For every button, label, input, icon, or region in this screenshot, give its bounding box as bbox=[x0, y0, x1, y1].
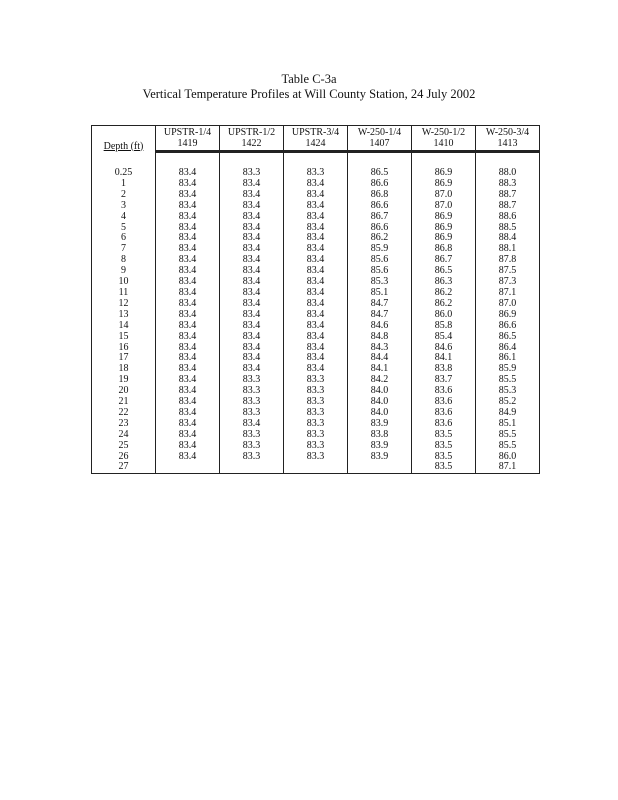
depth-cell: 22 bbox=[92, 408, 156, 419]
table-row bbox=[92, 452, 540, 463]
temperature-cell: 86.9 bbox=[412, 179, 476, 190]
header-row-ids bbox=[92, 138, 540, 152]
temperature-cell: 86.6 bbox=[348, 179, 412, 190]
temperature-cell: 83.6 bbox=[412, 397, 476, 408]
temperature-cell: 83.8 bbox=[412, 364, 476, 375]
depth-cell: 3 bbox=[92, 201, 156, 212]
temperature-cell: 83.4 bbox=[220, 266, 284, 277]
temperature-cell: 83.4 bbox=[156, 386, 220, 397]
temperature-cell: 83.4 bbox=[156, 452, 220, 463]
table-row bbox=[92, 212, 540, 223]
depth-cell: 27 bbox=[92, 462, 156, 473]
temperature-cell: 84.9 bbox=[476, 408, 540, 419]
temperature-cell: 84.1 bbox=[348, 364, 412, 375]
depth-cell: 6 bbox=[92, 233, 156, 244]
temperature-cell: 85.9 bbox=[348, 244, 412, 255]
temperature-table bbox=[91, 125, 540, 474]
temperature-cell: 86.3 bbox=[412, 277, 476, 288]
temperature-cell: 86.9 bbox=[412, 168, 476, 179]
temperature-cell: 83.4 bbox=[220, 255, 284, 266]
temperature-cell: 84.3 bbox=[348, 343, 412, 354]
temperature-cell: 87.3 bbox=[476, 277, 540, 288]
temperature-cell: 85.9 bbox=[476, 364, 540, 375]
temperature-cell: 86.0 bbox=[412, 310, 476, 321]
temperature-cell: 86.8 bbox=[348, 190, 412, 201]
temperature-cell: 87.5 bbox=[476, 266, 540, 277]
table-caption: Table C-3a bbox=[281, 72, 337, 86]
temperature-cell: 84.6 bbox=[348, 321, 412, 332]
temperature-cell: 83.3 bbox=[220, 441, 284, 452]
depth-cell: 2 bbox=[92, 190, 156, 201]
temperature-cell: 83.6 bbox=[412, 386, 476, 397]
temperature-cell: 83.4 bbox=[220, 244, 284, 255]
temperature-cell: 83.4 bbox=[220, 310, 284, 321]
temperature-cell: 85.8 bbox=[412, 321, 476, 332]
temperature-cell: 83.4 bbox=[220, 321, 284, 332]
depth-cell: 26 bbox=[92, 452, 156, 463]
temperature-cell: 83.4 bbox=[220, 353, 284, 364]
depth-cell: 4 bbox=[92, 212, 156, 223]
temperature-cell: 88.3 bbox=[476, 179, 540, 190]
temperature-cell: 83.5 bbox=[412, 430, 476, 441]
temperature-cell bbox=[156, 462, 220, 473]
temperature-cell: 83.3 bbox=[284, 386, 348, 397]
temperature-cell: 83.3 bbox=[220, 375, 284, 386]
temperature-cell: 83.4 bbox=[220, 190, 284, 201]
temperature-cell: 83.4 bbox=[284, 288, 348, 299]
temperature-cell: 86.5 bbox=[412, 266, 476, 277]
column-header-id: 1407 bbox=[348, 138, 412, 152]
temperature-cell: 83.4 bbox=[284, 223, 348, 234]
temperature-cell: 87.8 bbox=[476, 255, 540, 266]
temperature-cell: 86.6 bbox=[476, 321, 540, 332]
temperature-cell: 83.4 bbox=[220, 299, 284, 310]
depth-cell: 24 bbox=[92, 430, 156, 441]
temperature-cell: 83.5 bbox=[412, 462, 476, 473]
temperature-cell: 83.3 bbox=[284, 430, 348, 441]
temperature-cell: 86.9 bbox=[476, 310, 540, 321]
temperature-cell: 83.4 bbox=[156, 397, 220, 408]
temperature-cell: 83.4 bbox=[220, 223, 284, 234]
temperature-cell: 83.4 bbox=[284, 332, 348, 343]
temperature-cell: 83.4 bbox=[156, 364, 220, 375]
column-header-id: 1410 bbox=[412, 138, 476, 152]
temperature-cell: 83.4 bbox=[220, 179, 284, 190]
temperature-cell: 85.6 bbox=[348, 255, 412, 266]
temperature-cell: 83.4 bbox=[284, 353, 348, 364]
depth-cell: 1 bbox=[92, 179, 156, 190]
column-header-name: UPSTR-1/2 bbox=[220, 126, 284, 139]
temperature-cell: 83.4 bbox=[156, 244, 220, 255]
temperature-cell: 83.4 bbox=[284, 364, 348, 375]
temperature-cell: 86.6 bbox=[348, 201, 412, 212]
column-header-name: UPSTR-3/4 bbox=[284, 126, 348, 139]
temperature-cell: 86.0 bbox=[476, 452, 540, 463]
depth-cell: 14 bbox=[92, 321, 156, 332]
depth-cell: 12 bbox=[92, 299, 156, 310]
temperature-cell: 83.4 bbox=[220, 212, 284, 223]
temperature-cell: 83.4 bbox=[284, 201, 348, 212]
column-header-name: UPSTR-1/4 bbox=[156, 126, 220, 139]
temperature-cell: 83.3 bbox=[220, 430, 284, 441]
temperature-cell: 85.3 bbox=[476, 386, 540, 397]
temperature-cell: 88.4 bbox=[476, 233, 540, 244]
temperature-cell: 83.4 bbox=[156, 299, 220, 310]
depth-cell: 8 bbox=[92, 255, 156, 266]
temperature-cell: 83.4 bbox=[220, 419, 284, 430]
temperature-cell: 85.4 bbox=[412, 332, 476, 343]
depth-cell: 23 bbox=[92, 419, 156, 430]
temperature-cell: 88.7 bbox=[476, 190, 540, 201]
depth-cell: 13 bbox=[92, 310, 156, 321]
temperature-cell: 83.4 bbox=[220, 332, 284, 343]
temperature-cell: 84.0 bbox=[348, 397, 412, 408]
temperature-cell: 83.4 bbox=[156, 168, 220, 179]
temperature-cell: 86.7 bbox=[412, 255, 476, 266]
depth-cell: 5 bbox=[92, 223, 156, 234]
temperature-cell: 83.4 bbox=[284, 212, 348, 223]
temperature-cell: 83.4 bbox=[156, 430, 220, 441]
temperature-cell: 83.4 bbox=[220, 233, 284, 244]
temperature-cell: 83.4 bbox=[284, 299, 348, 310]
temperature-cell: 83.3 bbox=[284, 375, 348, 386]
temperature-cell: 83.4 bbox=[156, 190, 220, 201]
temperature-cell: 84.7 bbox=[348, 299, 412, 310]
temperature-cell: 85.1 bbox=[348, 288, 412, 299]
table-row bbox=[92, 201, 540, 212]
column-header-name: W-250-3/4 bbox=[476, 126, 540, 139]
temperature-cell: 85.6 bbox=[348, 266, 412, 277]
temperature-cell: 86.2 bbox=[412, 288, 476, 299]
depth-cell: 25 bbox=[92, 441, 156, 452]
temperature-cell: 83.4 bbox=[220, 277, 284, 288]
temperature-cell: 83.6 bbox=[412, 408, 476, 419]
temperature-cell bbox=[348, 462, 412, 473]
temperature-cell: 83.4 bbox=[156, 310, 220, 321]
temperature-cell: 84.8 bbox=[348, 332, 412, 343]
temperature-cell: 88.6 bbox=[476, 212, 540, 223]
temperature-cell: 83.7 bbox=[412, 375, 476, 386]
temperature-cell: 83.4 bbox=[156, 266, 220, 277]
temperature-cell: 83.4 bbox=[284, 255, 348, 266]
temperature-cell: 83.3 bbox=[220, 397, 284, 408]
temperature-cell: 83.4 bbox=[156, 233, 220, 244]
depth-cell: 16 bbox=[92, 343, 156, 354]
table-row bbox=[92, 441, 540, 452]
temperature-cell: 83.3 bbox=[284, 452, 348, 463]
temperature-cell: 83.4 bbox=[156, 332, 220, 343]
temperature-cell: 84.4 bbox=[348, 353, 412, 364]
temperature-cell: 83.4 bbox=[220, 343, 284, 354]
temperature-cell: 83.4 bbox=[284, 233, 348, 244]
temperature-cell: 83.4 bbox=[220, 364, 284, 375]
temperature-cell: 86.9 bbox=[412, 212, 476, 223]
temperature-cell: 83.3 bbox=[284, 419, 348, 430]
temperature-cell: 83.3 bbox=[284, 397, 348, 408]
temperature-cell: 83.4 bbox=[156, 419, 220, 430]
temperature-cell: 83.4 bbox=[220, 201, 284, 212]
temperature-cell bbox=[220, 462, 284, 473]
temperature-cell: 83.8 bbox=[348, 430, 412, 441]
temperature-cell: 83.4 bbox=[284, 343, 348, 354]
temperature-cell: 83.4 bbox=[156, 353, 220, 364]
depth-cell: 17 bbox=[92, 353, 156, 364]
table-row bbox=[92, 462, 540, 473]
temperature-cell: 88.0 bbox=[476, 168, 540, 179]
temperature-cell: 83.5 bbox=[412, 441, 476, 452]
table-row bbox=[92, 321, 540, 332]
temperature-cell: 86.5 bbox=[476, 332, 540, 343]
temperature-cell: 83.6 bbox=[412, 419, 476, 430]
temperature-cell: 85.5 bbox=[476, 430, 540, 441]
temperature-cell: 84.1 bbox=[412, 353, 476, 364]
temperature-cell: 83.4 bbox=[220, 288, 284, 299]
temperature-cell: 86.1 bbox=[476, 353, 540, 364]
temperature-cell: 83.3 bbox=[220, 452, 284, 463]
header-row-names bbox=[92, 126, 540, 139]
depth-cell: 15 bbox=[92, 332, 156, 343]
temperature-cell: 85.3 bbox=[348, 277, 412, 288]
temperature-cell: 87.1 bbox=[476, 462, 540, 473]
temperature-cell: 83.9 bbox=[348, 419, 412, 430]
temperature-cell: 83.4 bbox=[156, 408, 220, 419]
column-header-id: 1422 bbox=[220, 138, 284, 152]
temperature-cell: 84.0 bbox=[348, 386, 412, 397]
column-header-name: W-250-1/4 bbox=[348, 126, 412, 139]
column-header-id: 1413 bbox=[476, 138, 540, 152]
temperature-cell: 86.9 bbox=[412, 233, 476, 244]
temperature-cell: 83.3 bbox=[284, 168, 348, 179]
temperature-cell: 83.4 bbox=[156, 375, 220, 386]
temperature-cell: 86.5 bbox=[348, 168, 412, 179]
depth-column-header: Depth (ft) bbox=[92, 126, 156, 152]
temperature-cell: 83.3 bbox=[284, 408, 348, 419]
temperature-cell: 84.7 bbox=[348, 310, 412, 321]
temperature-cell: 88.5 bbox=[476, 223, 540, 234]
depth-cell: 21 bbox=[92, 397, 156, 408]
temperature-cell: 85.5 bbox=[476, 441, 540, 452]
temperature-cell: 83.4 bbox=[156, 321, 220, 332]
temperature-cell: 83.5 bbox=[412, 452, 476, 463]
column-header-id: 1419 bbox=[156, 138, 220, 152]
temperature-cell: 86.2 bbox=[348, 233, 412, 244]
temperature-cell: 83.4 bbox=[156, 343, 220, 354]
temperature-cell: 83.4 bbox=[284, 179, 348, 190]
temperature-cell: 84.2 bbox=[348, 375, 412, 386]
temperature-cell: 83.9 bbox=[348, 452, 412, 463]
temperature-cell: 85.2 bbox=[476, 397, 540, 408]
table-body bbox=[92, 152, 540, 474]
temperature-cell: 87.1 bbox=[476, 288, 540, 299]
temperature-cell: 83.3 bbox=[220, 168, 284, 179]
temperature-cell: 83.4 bbox=[156, 288, 220, 299]
temperature-cell: 83.4 bbox=[156, 201, 220, 212]
temperature-cell: 85.5 bbox=[476, 375, 540, 386]
temperature-cell: 83.4 bbox=[156, 179, 220, 190]
temperature-cell: 83.4 bbox=[284, 310, 348, 321]
depth-cell: 7 bbox=[92, 244, 156, 255]
temperature-cell: 87.0 bbox=[412, 201, 476, 212]
temperature-cell: 83.4 bbox=[284, 190, 348, 201]
depth-cell: 11 bbox=[92, 288, 156, 299]
depth-cell: 20 bbox=[92, 386, 156, 397]
temperature-cell: 86.2 bbox=[412, 299, 476, 310]
temperature-cell: 83.3 bbox=[284, 441, 348, 452]
temperature-cell: 86.8 bbox=[412, 244, 476, 255]
temperature-cell bbox=[284, 462, 348, 473]
table-spacer-row bbox=[92, 152, 540, 169]
temperature-cell: 83.3 bbox=[220, 408, 284, 419]
temperature-cell: 83.4 bbox=[284, 244, 348, 255]
table-row bbox=[92, 332, 540, 343]
temperature-cell: 83.4 bbox=[156, 255, 220, 266]
table-title: Vertical Temperature Profiles at Will County Station, 24 July 2002 bbox=[142, 87, 476, 101]
temperature-cell: 83.4 bbox=[156, 441, 220, 452]
temperature-cell: 86.7 bbox=[348, 212, 412, 223]
temperature-cell: 86.6 bbox=[348, 223, 412, 234]
temperature-cell: 83.4 bbox=[284, 321, 348, 332]
temperature-cell: 86.9 bbox=[412, 223, 476, 234]
depth-cell: 9 bbox=[92, 266, 156, 277]
temperature-cell: 83.9 bbox=[348, 441, 412, 452]
temperature-cell: 83.4 bbox=[156, 223, 220, 234]
depth-cell: 0.25 bbox=[92, 168, 156, 179]
depth-cell: 18 bbox=[92, 364, 156, 375]
depth-cell: 10 bbox=[92, 277, 156, 288]
temperature-cell: 88.1 bbox=[476, 244, 540, 255]
temperature-cell: 87.0 bbox=[412, 190, 476, 201]
column-header-id: 1424 bbox=[284, 138, 348, 152]
temperature-cell: 83.3 bbox=[220, 386, 284, 397]
temperature-cell: 88.7 bbox=[476, 201, 540, 212]
temperature-cell: 85.1 bbox=[476, 419, 540, 430]
temperature-cell: 83.4 bbox=[284, 266, 348, 277]
temperature-cell: 83.4 bbox=[156, 212, 220, 223]
temperature-cell: 84.6 bbox=[412, 343, 476, 354]
temperature-cell: 83.4 bbox=[284, 277, 348, 288]
temperature-cell: 87.0 bbox=[476, 299, 540, 310]
column-header-name: W-250-1/2 bbox=[412, 126, 476, 139]
temperature-cell: 86.4 bbox=[476, 343, 540, 354]
depth-cell: 19 bbox=[92, 375, 156, 386]
temperature-cell: 84.0 bbox=[348, 408, 412, 419]
temperature-cell: 83.4 bbox=[156, 277, 220, 288]
